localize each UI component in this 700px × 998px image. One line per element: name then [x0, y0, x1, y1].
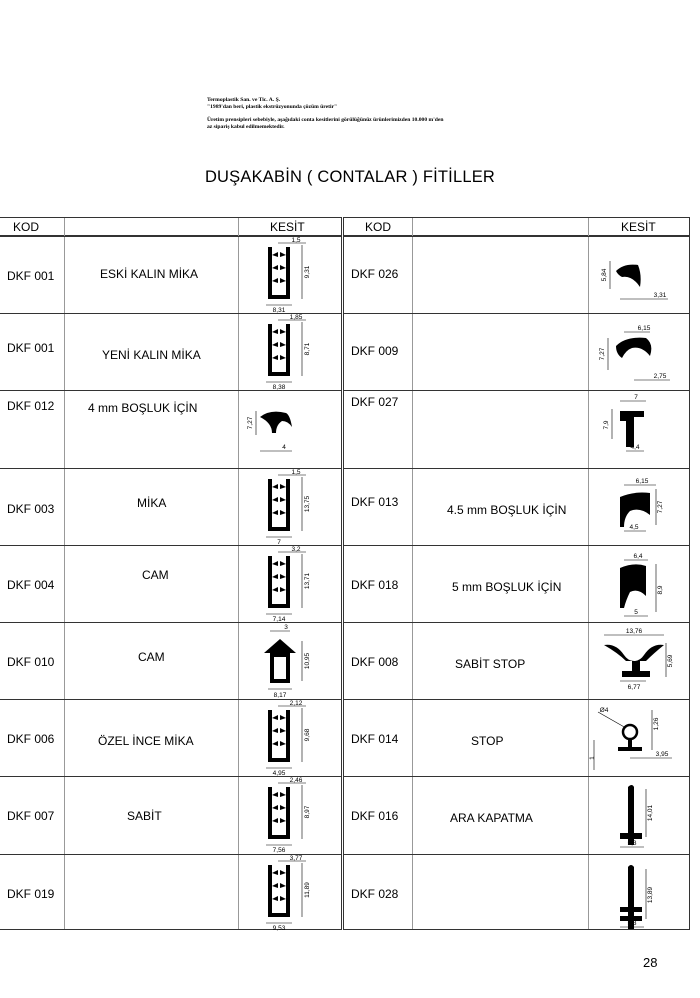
section-header: KESİT	[621, 220, 656, 234]
svg-text:1,5: 1,5	[291, 237, 301, 244]
product-code: DKF 004	[7, 577, 55, 592]
page-title: DUŞAKABİN ( CONTALAR ) FİTİLLER	[204, 168, 496, 186]
svg-text:7,27: 7,27	[657, 500, 664, 513]
svg-text:10,95: 10,95	[304, 652, 311, 670]
table-row	[0, 468, 341, 546]
table-header	[344, 218, 689, 236]
product-code: DKF 001	[7, 269, 55, 283]
svg-text:13,71: 13,71	[304, 572, 311, 589]
svg-text:1,5: 1,5	[291, 468, 301, 476]
product-name: ÖZEL İNCE MİKA	[98, 734, 194, 749]
section-drawing	[240, 237, 340, 318]
svg-text:4,5: 4,5	[629, 523, 639, 531]
product-code: DKF 013	[351, 494, 399, 509]
table-row	[344, 313, 689, 391]
section-drawing	[240, 623, 340, 704]
svg-text:9,31: 9,31	[304, 265, 311, 279]
svg-text:7: 7	[634, 394, 638, 402]
product-name: SABİT	[127, 809, 162, 824]
table-header	[0, 218, 341, 236]
svg-text:8,97: 8,97	[304, 806, 311, 819]
product-name: CAM	[138, 650, 165, 664]
svg-text:9,68: 9,68	[304, 728, 311, 742]
svg-text:1: 1	[589, 756, 596, 760]
profile-drawing	[590, 700, 690, 776]
code-header: KOD	[365, 220, 392, 234]
svg-text:6,77: 6,77	[627, 684, 641, 691]
right-table	[343, 217, 690, 930]
product-code: DKF 012	[7, 399, 55, 414]
svg-text:14,01: 14,01	[647, 805, 654, 822]
profile-drawing	[240, 469, 340, 545]
svg-text:3,95: 3,95	[655, 751, 669, 759]
svg-text:8,17: 8,17	[273, 692, 287, 699]
svg-text:5: 5	[634, 608, 638, 616]
svg-text:5,84: 5,84	[601, 268, 608, 282]
product-code: DKF 028	[351, 886, 399, 901]
section-drawing	[240, 391, 340, 472]
product-name: 5 mm BOŞLUK İÇİN	[452, 579, 562, 594]
svg-text:6,15: 6,15	[635, 477, 649, 485]
svg-text:5,3: 5,3	[627, 840, 637, 848]
product-code: DKF 018	[351, 577, 399, 592]
table-row	[344, 622, 689, 700]
section-drawing	[590, 237, 690, 318]
svg-text:8,31: 8,31	[272, 307, 286, 314]
svg-text:3,31: 3,31	[653, 292, 667, 299]
svg-text:3: 3	[284, 624, 288, 631]
product-code: DKF 006	[7, 732, 55, 747]
section-header: KESİT	[270, 220, 305, 234]
svg-text:8,38: 8,38	[272, 384, 286, 392]
svg-text:9,53: 9,53	[272, 924, 286, 932]
svg-text:6,15: 6,15	[637, 325, 651, 333]
profile-drawing	[590, 314, 690, 390]
product-name: CAM	[142, 567, 169, 582]
svg-text:7,14: 7,14	[272, 615, 286, 623]
table-row	[344, 390, 689, 468]
section-drawing	[590, 391, 690, 472]
table-row	[0, 699, 341, 777]
product-name: SABİT STOP	[455, 657, 526, 671]
profile-drawing	[240, 314, 340, 390]
product-code: DKF 027	[351, 395, 399, 410]
page-number: 28	[643, 955, 658, 970]
product-code: DKF 016	[351, 809, 399, 824]
code-header: KOD	[13, 220, 40, 234]
svg-text:6,4: 6,4	[633, 552, 643, 560]
product-name: 4 mm BOŞLUK İÇİN	[88, 401, 198, 416]
profile-drawing	[590, 855, 690, 931]
section-drawing	[240, 700, 340, 781]
table-row	[0, 776, 341, 854]
svg-text:4,4: 4,4	[630, 444, 640, 452]
svg-text:7,27: 7,27	[599, 347, 606, 361]
svg-text:8,71: 8,71	[304, 342, 311, 356]
section-drawing	[590, 623, 690, 704]
table-row	[0, 545, 341, 623]
profile-drawing	[590, 469, 690, 545]
svg-text:Ø4: Ø4	[599, 707, 609, 715]
product-code: DKF 001	[7, 341, 55, 356]
svg-text:4: 4	[282, 444, 286, 452]
table-row	[344, 545, 689, 623]
company-name: Termoplastik San. ve Tic. A. Ş.	[207, 97, 281, 103]
table-row	[344, 776, 689, 854]
left-table	[0, 217, 342, 930]
product-code: DKF 010	[7, 655, 55, 669]
svg-text:2,46: 2,46	[289, 777, 303, 785]
svg-text:7,27: 7,27	[247, 417, 254, 430]
section-drawing	[240, 314, 340, 395]
product-code: DKF 009	[351, 344, 399, 359]
svg-text:1,85: 1,85	[289, 314, 303, 322]
svg-text:13,89: 13,89	[647, 886, 654, 903]
profile-drawing	[590, 391, 690, 467]
product-name: STOP	[471, 734, 504, 749]
section-drawing	[240, 855, 340, 936]
svg-text:4,95: 4,95	[272, 770, 286, 778]
svg-text:2,12: 2,12	[289, 700, 303, 708]
product-name: MİKA	[137, 495, 167, 510]
product-name: ARA KAPATMA	[450, 811, 533, 826]
product-code: DKF 014	[351, 732, 399, 747]
svg-text:3,77: 3,77	[289, 854, 303, 862]
product-code: DKF 008	[351, 655, 399, 669]
section-drawing	[590, 546, 690, 627]
order-note-2: az sipariş kabul edilmemektedir.	[207, 124, 285, 130]
profile-drawing	[240, 855, 340, 931]
profile-drawing	[590, 623, 690, 699]
table-row	[0, 622, 341, 700]
table-row	[344, 854, 689, 932]
product-code: DKF 003	[7, 501, 55, 516]
svg-text:3,2: 3,2	[291, 545, 301, 553]
profile-drawing	[240, 237, 340, 313]
product-code: DKF 026	[351, 267, 399, 281]
profile-drawing	[240, 777, 340, 853]
table-row	[0, 854, 341, 932]
profile-drawing	[240, 623, 340, 699]
section-drawing	[240, 777, 340, 858]
company-header	[207, 97, 507, 131]
svg-text:8,9: 8,9	[657, 585, 664, 595]
section-drawing	[590, 314, 690, 395]
svg-text:2,75: 2,75	[653, 373, 667, 381]
table-row	[344, 699, 689, 777]
table-row	[344, 236, 689, 314]
profile-drawing	[590, 237, 690, 313]
order-note: Üretim prensipleri sebebiyle, aşağıdaki conta kesitlerini görülüğünüz ürünlerimizden 10.000 m'den	[207, 117, 444, 123]
svg-text:5,3: 5,3	[627, 919, 637, 927]
svg-text:13,75: 13,75	[304, 495, 311, 512]
table-row	[344, 468, 689, 546]
profile-drawing	[590, 546, 690, 622]
company-tagline: "1989'dan beri, plastik ekstrüzyonunda çözüm üretir"	[207, 104, 338, 110]
section-drawing	[590, 700, 690, 781]
profile-drawing	[240, 700, 340, 776]
svg-text:5,69: 5,69	[667, 654, 674, 668]
svg-text:11,89: 11,89	[304, 881, 311, 898]
section-drawing	[590, 855, 690, 936]
product-name: ESKİ KALIN MİKA	[100, 267, 199, 281]
section-drawing	[240, 546, 340, 627]
product-code: DKF 019	[7, 886, 55, 901]
profile-drawing	[240, 391, 340, 467]
svg-text:13,76: 13,76	[625, 628, 643, 635]
section-drawing	[240, 469, 340, 550]
product-name: 4.5 mm BOŞLUK İÇİN	[447, 502, 567, 517]
profile-drawing	[590, 777, 690, 853]
section-drawing	[590, 469, 690, 550]
svg-text:7,9: 7,9	[603, 420, 610, 430]
product-name: YENİ KALIN MİKA	[102, 348, 201, 363]
svg-text:7,56: 7,56	[272, 847, 286, 855]
section-drawing	[590, 777, 690, 858]
product-code: DKF 007	[7, 809, 55, 824]
profile-drawing	[240, 546, 340, 622]
svg-text:7: 7	[277, 538, 281, 546]
table-row	[0, 390, 341, 468]
table-row	[0, 313, 341, 391]
table-row	[0, 236, 341, 314]
svg-text:1,26: 1,26	[653, 717, 660, 731]
